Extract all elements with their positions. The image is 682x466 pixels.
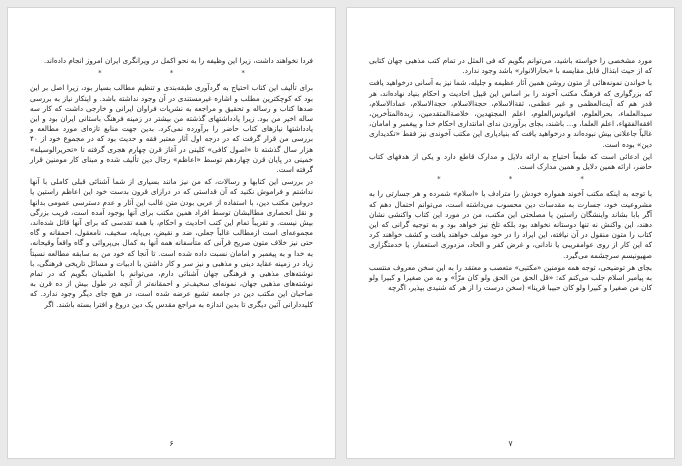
separator-star: * [98,69,102,78]
separator-star: * [169,69,174,78]
paragraph: در بررسی این کتابها و رسالات، که من نیز مانند بسیاری از شما آشنائی قبلی کاملی با آنها نداشتم و فراموش نکنید که آن قداستی که در درازای قرون بدست خود این اعاظم راستین یا دروغین مکتب دین، با استفاده از عربی بودن متن غالب این آثار و عدم دسترسی عمومی بدانها و نقل انحصاری مطالبشان توسط افراد همین مکتب برای آنها بوجود آمده است، فریب بزرگی بیش نیست. و تقریباً تمام این کتب احادیث و احکام، با همه تقدسی که برای آنها قائل شده‌اند، مجموعه‌ای است ازمطالب غالباً جعلی، ضد و نقیض، بی‌پایه، سخیف، نامعقول، احمقانه و گاه حتی نیز خلاف متون صریح قرآنی که متأسفانه همه آنها به کمال بی‌پروائی و گاه واقعاً وقیحانه، به خدا و به پیغمبر و امامان نسبت داده شده است. تا آنجا که خود من به سابقه مطالعه نسبتاً زیاد در زمینه عقاید دینی و مذهبی و نیز سر و کار داشتن با ادبیات و مسائل تاریخی فرهنگی، با نوشته‌های مذهبی و فرهنگی جهان آشنائی دارم، می‌توانم با اطمینان بگویم که در تمام نوشته‌های مذهبی جهان، نمونه‌ای سخیف‌تر و احمقانه‌تر از آنچه در طول بیش از ده قرن به صاحبان این مکتب دین در جامعه تشیع عرضه شده است، در هیچ جای دیگر وجود ندارد. که کلیددارانی آئین دیگری تا بدین اندازه به مراجع مقدس یک دین دروغ و افترا بسته باشند. اگر [30,177,313,309]
paragraph: مورد مشخصی را خواسته باشید، می‌توانم بگویم که فی المثل در تمام کتب مذهبی جهان کتابی که از حیث ابتذال قابل مقایسه با «بحارالانوار» باشد وجود ندارد. [369,56,652,76]
left-page-text [30,56,313,312]
page-number: ۷ [508,439,513,448]
separator-star: * [580,175,584,184]
separator-star: * [437,175,441,184]
section-separator [30,68,313,78]
paragraph: برای تألیف این کتاب احتیاج به گردآوری طبقه‌بندی و تنظیم مطالب بسیار بود، زیرا اصل بر این بود که کوچکترین مطلب و اشاره غیرمستندی در آن وجود نداشته باشد. و اینکار نیاز به بررسی صدها کتاب و رساله و تحقیق و مراجعه به نشریات فراوان ایرانی و خارجی داشت که کار سه ساله اخیر من بود. زیرا یادداشتهای گذشته من بیشتر در زمینه فرهنگ باستانی ایران بود و این یادداشتها نیازهای کتاب حاضر را برآورده نمی‌کرد. بدین جهت منابع تازه‌ای مورد مطالعه و بررسی من قرار گرفت که در درجه اول آثار معتبر فقه و حدیث بود که در مجموع خود از ۴۰ هزار سال گذشته تا «اصول کافی» کلینی در آغاز قرن چهارم هجری گرفته تا «تحریرالوسیله» خمینی در پایان قرن چهاردهم توسط «اعاظم» رجال دین تألیف شده و مبنای کار مومنین قرار گرفته است. [30,83,313,175]
paragraph: با توجه به اینکه مکتب آخوند همواره خودش را مترادف با «اسلام» شمرده و هر جسارتی را به مشروعیت خود، جسارت به مقدسات دین محسوب می‌داشته است، می‌توانم احتمال دهم که آگر بابا بشاند واینشگان راستین یا مصلحتی این مکتب، من در مورد این کتاب واکنشی نشان دهند، این واکنش نه تنها دوستانه نخواهد بود بلکه تلخ نیز خواهد بود و به توجیه گرانی که این کتاب را متون منقول در آن نیافته، این ایراد را در خود مولف خواهند یافت و کشف خواهند کرد که این کار از روی عوامفریبی یا نادانی، و غرض کفر و الحاد، مزدوری استعمار، یا خدمتگزاری صهیونیسم سرچشمه می‌گیرد. [369,189,652,260]
separator-star: * [508,175,513,184]
paragraph: این ادعائی است که طبعاً احتیاج به ارائه دلایل و مدارک قاطع دارد و یکی از هدفهای کتاب حاضر، ارائه همین دلایل و همین مدارک است. [369,151,652,172]
right-page [347,8,674,458]
page-number: ۶ [169,439,174,448]
right-page-text [369,56,652,295]
paragraph: فردا نخواهند داشت، زیرا این وظیفه را به نحو اکمل در ویرانگری ایران امروز انجام داده‌اند. [43,56,313,65]
paragraph: با خواندن نمونه‌هائی از متون روشن همین آثار عظیمه و جلیله، شما نیز به آسانی درخواهید یافت که بزرگواری که فرهنگ مکتب آخوند را بر اساس این قبیل احادیث و احکام بنیاد نهاده‌اند، هر قدر هم که آیت‌العظمی و غیر عظمی، ثقة‌الاسلام، حجة‌الاسلام، حجة‌الاسلام، عمادالاسلام، سیدالعلماء، بحرالعلوم، افیانوس‌العلوم، اعلم المجتهدین، خلاصة‌المتقدمین، زبدة‌المتأخرین، افقه‌الفقهاء، اعلم العلما، و... باشند، بجای برآوردن ندای امانتداری احکام خدا و پیغمبر و امامان، غالباً جاعلانی بیش نبوده‌اند و درخواهید یافت که بنیادیاری این مکتب آخوندی نیز فقط «تکدیداری دین» بوده است. [369,78,652,149]
left-page [8,8,335,458]
separator-star: * [241,69,245,78]
section-separator [369,174,652,184]
paragraph: بجای هر توضیحی، توجه همه مومنین «مکتبی» متعصب و معتقد را به این سخن معروف منتسب به پیامبر اسلام جلب می‌کنم که: «قل الحق من الحق ولو کان مرّاً» و به من صغیرا و کبیرا ولو کان من صغیرا و کبیرا ولو کان حبیبا قرینا» (سخن درست را از هر که شنیدی بپذیر، اگرچه [369,262,652,293]
